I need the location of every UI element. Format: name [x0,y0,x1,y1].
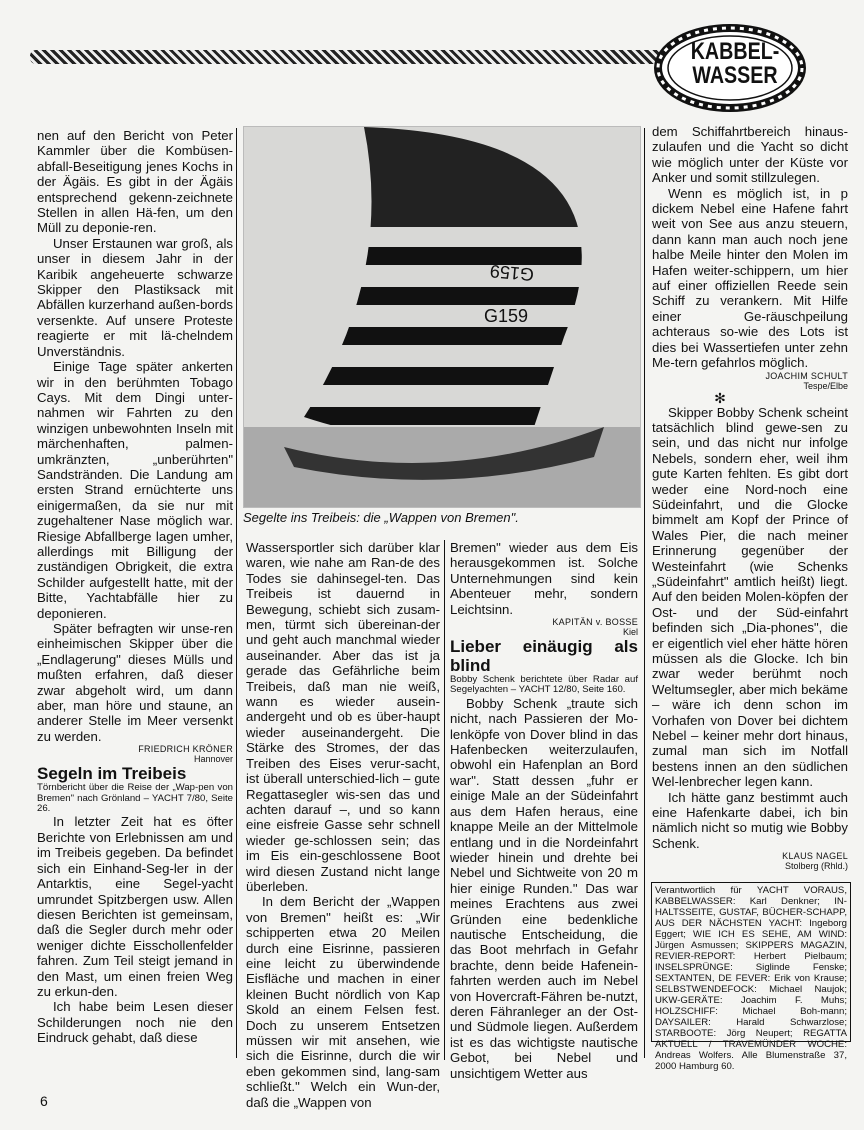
section-heading: Segeln im Treibeis [37,764,187,784]
photo-caption: Segelte ins Treibeis: die „Wappen von Bremen". [243,510,519,525]
separator-star: ✻ [714,389,726,406]
section-lead: Bobby Schenk berichtete über Radar auf Segelyachten – YACHT 12/80, Seite 160. [450,674,638,696]
sailboat-photo [243,126,641,508]
paragraph: Später befragten wir unse-ren einheimischen Skipper über die „Endlagerung" dieses Mülls und mußten erfahren, daß dieser zwar abgeholt wird, um dann aber, man höre und staune, an anderer Stelle im Meer versenkt zu werden. [37,621,233,744]
signature: KAPITÄN v. BOSSE Kiel [552,617,638,638]
sail-number: G159 [484,306,529,326]
signature: JOACHIM SCHULT Tespe/Elbe [765,370,848,391]
paragraph: Einige Tage später ankerten wir in den berühmten Tobago Cays. Mit dem Dingi unter-nahmen wir Fahrten zu den winzigen unbewohnten Inseln mit märchenhaften, palmen-umkränzten, „unberührten" Sandstränden. Die Landung am ersten Strand ernüchterte uns einigermaßen, da sie nur mit zugehaltener Nase möglich war. Riesige Abfallberge lagen umher, allerdings mit Billigung der zuständigen Obrigkeit, die extra Schilder aufgestellt hatte, mit der Bitte, Yachtabfälle hier zu deponieren. [37,359,233,621]
column-3 [450,540,638,1081]
paragraph: dem Schiffahrtbereich hinaus-zulaufen und die Yacht so dicht wie möglich unter der Küste vor Anker und somit stillzulegen. [652,124,848,186]
column-2 [246,540,440,1110]
paragraph: nen auf den Bericht von Peter Kammler über die Kombüsen-abfall-Beseitigung jenes Kochs in der Ägäis. Es gibt in der Ägäis entsprechend gekenn-zeichnete Stellen in allen Hä-fen, um den Müll zu deponie-ren. [37,128,233,236]
paragraph: Skipper Bobby Schenk scheint tatsächlich blind gewe-sen zu sein, und das nicht nur infolge Nebels, sondern eher, weil ihm gute Karten fehlten. Es gibt dort weder eine Nord-noch eine Südeinfahrt, und die Glocke bimmelt am Kopf der Prince of Wales Pier, die nach meiner Erinnerung gegenüber der Westeinfahrt (wie Schenks „Südeinfahrt" amtlich heißt) liegt. Auf den beiden Molen-köpfen der Ost- und der Süd-einfahrt befinden sich „Dia-phones", die er eigentlich viel eher hätte hören müssen als die Glocke. Ich bin zwar weder berühmt noch Weltumsegler, aber mich bekäme – wäre ich denn schon im Vorhafen von Dover bei dichtem Nebel – keiner mehr dort hinaus, zumal man sich im Notfall bestens innen an den südlichen Wel-lenbrecher legen kann. [652,404,848,790]
paragraph: In dem Bericht der „Wappen von Bremen" heißt es: „Wir schipperten etwa 20 Meilen durch eine Eisrinne, passieren eine leicht zu überwindende Eisfläche und machen in einer kleinen Bucht nördlich von Kap Skold an einem Felsen fest. Doch zu unserem Entsetzen müssen wir mit ansehen, wie sich die Eisrinne, durch die wir eben gekommen sind, lang-sam schließt." Welch ein Wun-der, daß die „Wappen von [246,894,440,1110]
column-divider [236,128,237,1058]
paragraph: Unser Erstaunen war groß, als unser in diesem Jahr in der Karibik angeheuerte schwarze Skipper den Plastiksack mit Abfällen kurzerhand außen-bords versenkte. Auf unsere Proteste reagierte er mit lä-chelndem Unverständnis. [37,235,233,359]
signature: KLAUS NAGEL Stolberg (Rhld.) [782,851,848,872]
editorial-credits-box: Verantwortlich für YACHT VORAUS, KABBELWASSER: Karl Denkner; IN-HALTSSEITE, GUSTAF, BÜCHER-SCHAPP, AUS DER NÄCHSTEN YACHT: Ingeborg Eggert; WIE ICH ES SEHE, AM WIND: Jürgen Asmussen; SKIPPERS MAGAZIN, REVIER-REPORT: Herbert Pielbaum; INSELSPRÜNGE: Siglinde Fenske; SEXTANTEN, DE FEVER: Erik von Krause; SELBSTWENDEFOCK: Michael Naujok; UKW-GERÄTE: Joachim F. Muhs; HOLZSCHIFF: Michael Boh-mann; DAYSAILER: Harald Schwarzlose; STARBOOTE: Jörg Neupert; REGATTA AKTUELL / TRAVEMÜNDER WOCHE: Andreas Wolfers. Alle Blumenstraße 37, 2000 Hamburg 60. [651,882,851,1042]
column-4 [652,124,848,871]
paragraph: Bobby Schenk „traute sich nicht, nach Passieren der Mo-lenköpfe von Dover blind in das Hafenbecken weiterzulaufen, obwohl ein Hafenplan an Bord war". Statt dessen „fuhr er einige Male an der Südeinfahrt aus dem Hafen heraus, eine knappe Meile an der Mittelmole entlang und in die Nordeinfahrt wieder hinein und drehte bei Nebel und Sichtweite von 20 m hier einige Runden." Das war meines Erachtens aus zwei Gründen eine bedenkliche nautische Entscheidung, die das Boot mehrfach in Gefahr brachte, denn beide Hafenein-fahrten werden auch im Nebel von Hovercraft-Fähren be-nutzt, deren Fähranleger an der Ost- und Südmole liegen. Außerdem ist es das wichtigste nautische Gebot, bei Nebel und unsichtigem Wetter aus [450,695,638,1081]
spinnaker-image [244,127,640,507]
logo-text: KABBEL- WASSER [690,38,780,89]
kabbelwasser-logo [650,18,810,118]
section-lead: Törnbericht über die Reise der „Wap-pen von Bremen" nach Grönland – YACHT 7/80, Seite 26. [37,782,233,815]
signature: FRIEDRICH KRÖNER Hannover [138,744,233,765]
rope-border [30,50,670,64]
page-number: 6 [40,1093,48,1109]
column-divider [644,128,645,1058]
column-divider [444,540,445,1060]
paragraph: In letzter Zeit hat es öfter Berichte von Erlebnissen am und im Treibeis gegeben. Da befindet sich ein Einhand-Seg-ler in der Antarktis, eine Segel-yacht umrundet Spitzbergen usw. Allen diesen Berichten ist gemeinsam, daß die Segler durch mehr oder weniger dichte Eisschollenfelder fahren. Zum Teil steigt jemand in den Mast, um einen freien Weg zu erkun-den. [37,814,233,999]
column-1 [37,128,233,1046]
section-heading: Lieber einäugig als blind [450,637,638,676]
paragraph: Ich habe beim Lesen dieser Schilderungen noch nie den Eindruck gehabt, daß diese [37,999,233,1046]
paragraph: Bremen" wieder aus dem Eis herausgekommen ist. Solche Unternehmungen sind kein Abenteuer mehr, sondern Leichtsinn. [450,540,638,617]
paragraph: Wassersportler sich darüber klar waren, wie nahe am Ran-de des Todes sie dahinsegel-ten. Das Treibeis ist dauernd in Bewegung, schiebt sich zusam-men, türmt sich übereinan-der und geht auch manchmal wieder auseinander. Aber das ist ja gerade das Gefährliche beim Treibeis, daß man nie weiß, wann es wieder ausein-andergeht und ob es über-haupt wieder auseinandergeht. Die Stärke des Stromes, der das Treiben des Eises verur-sacht, ist überall unterschied-lich – gute Regattasegler wis-sen das und achten darauf –, und so kann eine eisfreie Gasse sehr schnell wieder ge-schlossen sein; das im Eis ein-geschlossene Boot wird diesen Zustand nicht lange überleben. [246,540,440,894]
sail-number: G159 [489,260,535,285]
paragraph: Ich hätte ganz bestimmt auch eine Hafenkarte dabei, ich bin nämlich nicht so mutig wie Bobby Schenk. [652,789,848,851]
paragraph: Wenn es möglich ist, in p dickem Nebel eine Hafene fahrt weit von See aus anzu steuern, dann kann man auch noch jene halbe Meile hinter den Molen im Hafen weiter-schippern, um hier auf einer offiziellen Reede sein Schiff zu verankern. Mit Hilfe einer Ge-räuschpeilung achteraus so-wie des Lots ist dies bei Wassertiefen unter zehn Me-tern gefahrlos möglich. [652,185,848,371]
